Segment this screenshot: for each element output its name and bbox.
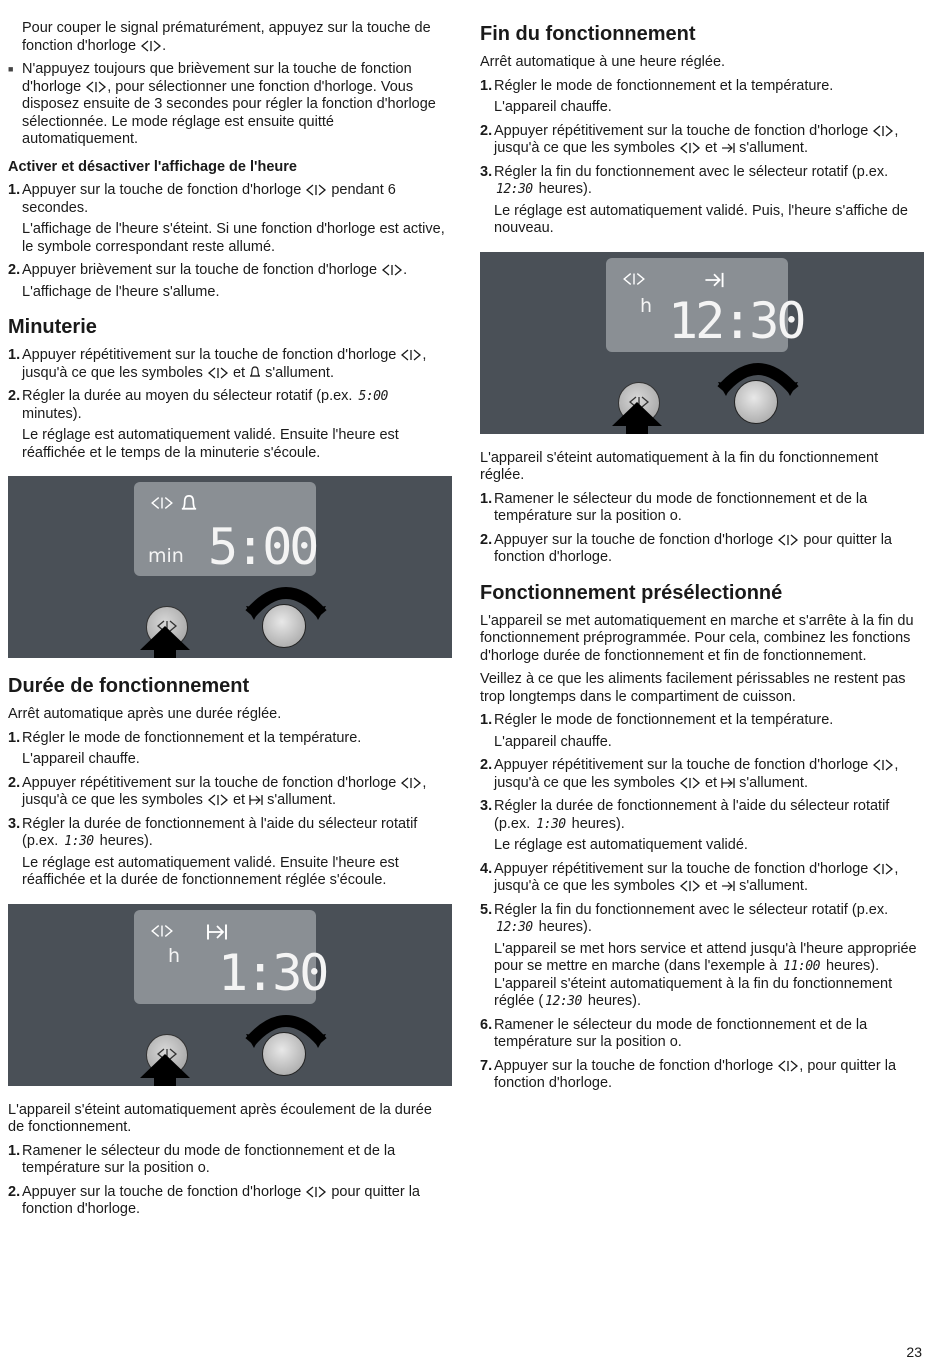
end-display — [606, 258, 804, 352]
clock-function-icon — [140, 40, 162, 52]
display-unit: min — [148, 545, 184, 567]
clock-function-icon — [679, 777, 701, 789]
clock-function-icon — [777, 1060, 799, 1072]
display-value: 5:00 — [208, 518, 317, 576]
duration-arrow-icon — [721, 777, 735, 789]
clock-display-heading: Activer et désactiver l'affichage de l'heure — [8, 158, 297, 175]
rotary-selector[interactable] — [734, 380, 778, 424]
press-arrow-icon — [138, 624, 192, 658]
display-value: 1:30 — [218, 943, 327, 1002]
clock-function-icon — [872, 863, 894, 875]
clock-step-1: 1. Appuyer sur la touche de fonction d'horloge pendant 6 secondes. L'affichage de l'heure s'éteint. Si une fonction d'horloge est active, le symbole correspondant reste allumé. — [8, 182, 445, 255]
end-arrow-icon — [721, 142, 735, 154]
timer-step-1: 1. Appuyer répétitivement sur la touche de fonction d'horloge , jusqu'à ce que les symboles et s'allument. — [8, 347, 427, 381]
duration-title: Durée de fonctionnement — [8, 675, 250, 697]
duration-step-2: 2. Appuyer répétitivement sur la touche de fonction d'horloge , jusqu'à ce que les symboles et s'allument. — [8, 774, 427, 808]
press-arrow-icon — [138, 1052, 192, 1086]
preselect-title: Fonctionnement présélectionné — [480, 581, 783, 604]
clock-function-icon — [305, 184, 327, 196]
clock-function-icon — [85, 81, 107, 93]
pre-step-2: 2. Appuyer répétitivement sur la touche de fonction d'horloge , jusqu'à ce que les symboles et s'allument. — [480, 757, 899, 791]
clock-function-icon — [207, 794, 229, 806]
end-intro: Arrêt automatique à une heure réglée. — [480, 54, 726, 70]
pre-step-3: 3. Régler la durée de fonctionnement à l'aide du sélecteur rotatif (p.ex. 1:30 heures). Le réglage est automatiquement validé. — [480, 798, 890, 853]
preselect-p1: L'appareil se met automatiquement en marche et s'arrête à la fin du fonctionnement préprogrammée. Pour cela, combinez les fonctions d'horloge durée de fonctionnement et fin de fonctionnement. — [480, 612, 914, 664]
clock-function-icon — [150, 924, 174, 938]
left-column — [8, 20, 452, 1225]
clock-function-icon — [400, 349, 422, 361]
right-column — [480, 20, 924, 1099]
pre-step-5: 5. Régler la fin du fonctionnement avec le sélecteur rotatif (p.ex. 12:30 heures). L'appareil se met hors service et attend jusqu'à l'heure appropriée pour se mettre en marche (dans l'exemple à 11:00 heures). L'appareil s'éteint automatiquement à la fin du fonctionnement réglée ( 12:30 heures). — [480, 901, 917, 1009]
bullet-note: ■ N'appuyez toujours que brièvement sur la touche de fonction d'horloge , pour sélectionner une fonction d'horloge. Vous disposez ensuite de 3 secondes pour régler la fonction d'horloge sélectionnée. Le mode réglage est ensuite quitté automatiquement. — [8, 61, 452, 149]
press-arrow-icon — [610, 400, 664, 434]
duration-arrow-icon — [206, 923, 228, 941]
duration-after: L'appareil s'éteint automatiquement après écoulement de la durée de fonctionnement. — [8, 1101, 432, 1135]
preselect-p2: Veillez à ce que les aliments facilement périssables ne restent pas trop longtemps dans le compartiment de cuisson. — [480, 671, 906, 705]
timer-title: Minuterie — [8, 316, 97, 338]
clock-function-icon — [872, 759, 894, 771]
pre-step-7: 7. Appuyer sur la touche de fonction d'horloge , pour quitter la fonction d'horloge. — [480, 1057, 897, 1091]
clock-function-icon — [381, 264, 403, 276]
end-end-step-1: 1. Ramener le sélecteur du mode de fonctionnement et de la température sur la position o. — [480, 490, 868, 524]
timer-display — [134, 482, 316, 576]
duration-step-1: 1. Régler le mode de fonctionnement et la température. L'appareil chauffe. — [8, 729, 362, 767]
duration-step-3: 3. Régler la durée de fonctionnement à l'aide du sélecteur rotatif (p.ex. 1:30 heures). Le réglage est automatiquement validé. Ensuite l'heure est réaffichée et la durée de fonctionnement réglée s'écoule. — [8, 815, 418, 888]
rotary-selector[interactable] — [262, 604, 306, 648]
timer-step-2: 2. Régler la durée au moyen du sélecteur rotatif (p.ex. 5:00 minutes). Le réglage est automatiquement validé. Ensuite l'heure est réaffichée et le temps de la minuterie s'écoule. — [8, 388, 399, 461]
rotary-selector[interactable] — [262, 1032, 306, 1076]
end-arrow-icon — [704, 271, 724, 289]
clock-function-icon — [150, 496, 174, 510]
end-end-step-2: 2. Appuyer sur la touche de fonction d'horloge pour quitter la fonction d'horloge. — [480, 531, 892, 565]
end-step-2: 2. Appuyer répétitivement sur la touche de fonction d'horloge , jusqu'à ce que les symboles et s'allument. — [480, 122, 899, 156]
clock-function-icon — [622, 272, 646, 286]
duration-control-panel — [8, 904, 452, 1086]
end-arrow-icon — [721, 880, 735, 892]
pre-step-1: 1. Régler le mode de fonctionnement et la température. L'appareil chauffe. — [480, 712, 834, 750]
end-title: Fin du fonctionnement — [480, 23, 696, 45]
timer-control-panel — [8, 476, 452, 658]
duration-display — [134, 910, 327, 1004]
intro-paragraph: Pour couper le signal prématurément, appuyez sur la touche de fonction d'horloge . — [22, 20, 431, 54]
page-number: 23 — [906, 1344, 922, 1360]
display-value: 12:30 — [668, 291, 804, 350]
duration-arrow-icon — [249, 794, 263, 806]
duration-end-step-1: 1. Ramener le sélecteur du mode de fonctionnement et de la température sur la position o. — [8, 1142, 396, 1176]
pre-step-4: 4. Appuyer répétitivement sur la touche de fonction d'horloge , jusqu'à ce que les symboles et s'allument. — [480, 860, 899, 894]
pre-step-6: 6. Ramener le sélecteur du mode de fonctionnement et de la température sur la position o. — [480, 1016, 868, 1050]
display-unit: h — [168, 944, 181, 967]
bell-icon — [180, 493, 198, 513]
end-after: L'appareil s'éteint automatiquement à la fin du fonctionnement réglée. — [480, 449, 879, 483]
duration-end-step-2: 2. Appuyer sur la touche de fonction d'horloge pour quitter la fonction d'horloge. — [8, 1183, 420, 1217]
end-control-panel — [480, 252, 924, 434]
clock-function-icon — [400, 777, 422, 789]
clock-function-icon — [777, 534, 799, 546]
bell-icon — [249, 365, 261, 379]
clock-function-icon — [207, 367, 229, 379]
clock-function-icon — [679, 880, 701, 892]
duration-intro: Arrêt automatique après une durée réglée. — [8, 706, 282, 722]
clock-function-icon — [872, 125, 894, 137]
end-step-1: 1. Régler le mode de fonctionnement et la température. L'appareil chauffe. — [480, 77, 834, 115]
end-step-3: 3. Régler la fin du fonctionnement avec le sélecteur rotatif (p.ex. 12:30 heures). Le réglage est automatiquement validé. Puis, l'heure s'affiche de nouveau. — [480, 163, 908, 236]
display-unit: h — [640, 294, 653, 317]
clock-function-icon — [679, 142, 701, 154]
clock-function-icon — [305, 1186, 327, 1198]
clock-step-2: 2. Appuyer brièvement sur la touche de fonction d'horloge . L'affichage de l'heure s'allume. — [8, 262, 408, 300]
